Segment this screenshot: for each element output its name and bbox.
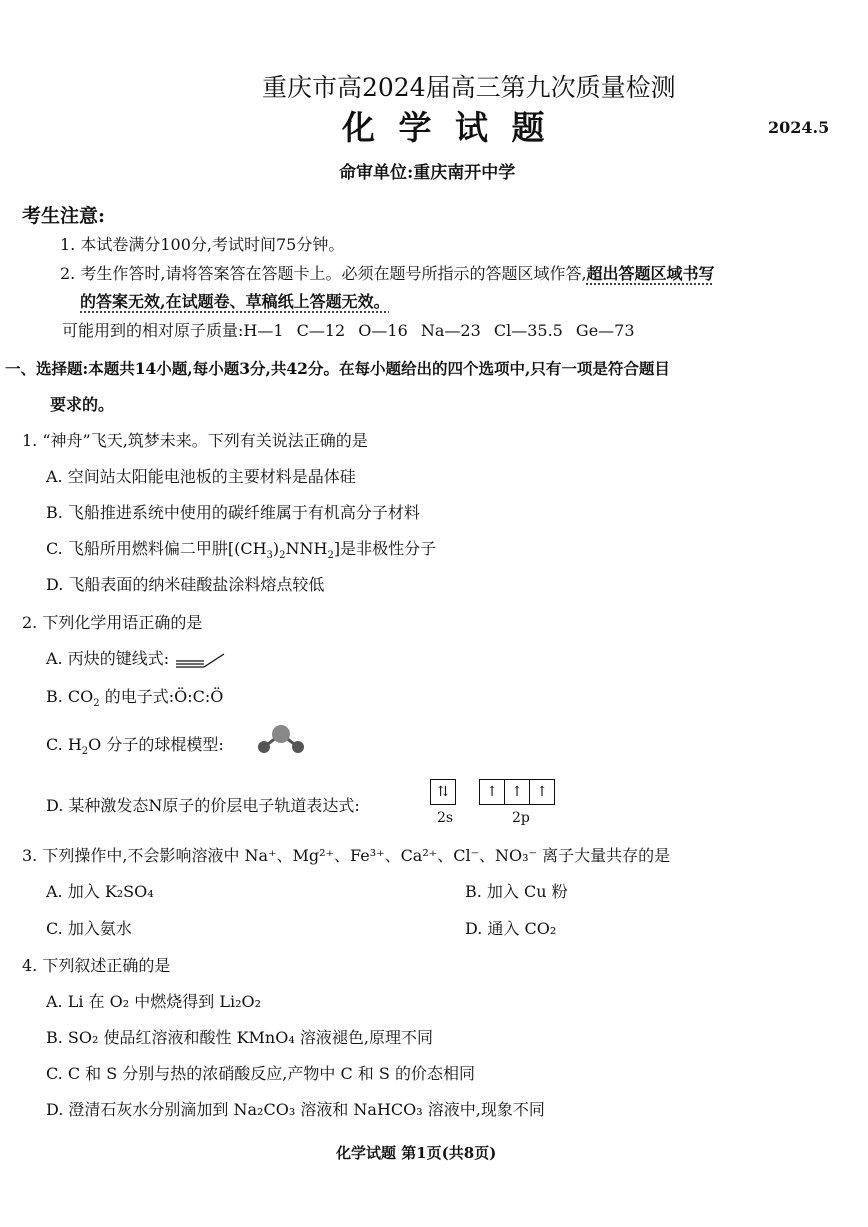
q2-stem: 2. 下列化学用语正确的是 xyxy=(22,613,203,632)
notice-item-1: 1. 本试卷满分100分,考试时间75分钟。 xyxy=(60,235,345,254)
q3-option-c: C. 加入氨水 xyxy=(46,919,132,938)
q2-option-a xyxy=(46,646,226,669)
co2-electron-formula: Ö:C:Ö xyxy=(174,687,224,706)
q2-c-text-1: C. H xyxy=(46,735,82,754)
q3-stem xyxy=(22,843,670,866)
q1-stem: 1. “神舟”飞天,筑梦未来。下列有关说法正确的是 xyxy=(22,431,368,450)
q1-c-text-1: C. 飞船所用燃料偏二甲肼[(CH xyxy=(46,539,267,558)
q3-ions: ⁺、Mg²⁺、Fe³⁺、Ca²⁺、Cl⁻、NO₃⁻ xyxy=(268,846,537,865)
notice-item-2-text: 2. 考生作答时,请将答案答在答题卡上。必须在题号所指示的答题区域作答, xyxy=(60,264,587,283)
q2-option-c xyxy=(46,732,224,757)
setter-unit: 命审单位:重庆南开中学 xyxy=(339,163,516,183)
notice-item-2 xyxy=(60,261,715,284)
q1-option-b: B. 飞船推进系统中使用的碳纤维属于有机高分子材料 xyxy=(46,503,420,522)
q2-c-sub: 2 xyxy=(81,746,89,758)
q1-c-sub-2: 2 xyxy=(279,550,286,562)
orbital-2p-electron-1: ↑ xyxy=(486,784,498,800)
q3-option-b: B. 加入 Cu 粉 xyxy=(465,882,568,901)
q2-a-text: A. 丙炔的键线式: xyxy=(46,649,170,668)
h2o-ball-stick-model xyxy=(252,722,312,756)
q4-stem: 4. 下列叙述正确的是 xyxy=(22,956,171,975)
q1-option-a: A. 空间站太阳能电池板的主要材料是晶体硅 xyxy=(46,467,356,486)
q2-b-sub: 2 xyxy=(93,698,100,710)
page-footer: 化学试题 第1页(共8页) xyxy=(336,1144,497,1162)
q1-c-text-2: ) xyxy=(272,539,280,558)
exam-date: 2024.5 xyxy=(768,118,830,137)
q3-option-d: D. 通入 CO₂ xyxy=(465,919,557,938)
q3-stem-text-2: 离子大量共存的是 xyxy=(537,846,671,865)
orbital-2p-label: 2p xyxy=(512,810,530,826)
q1-c-text-3: NNH xyxy=(285,539,328,558)
orbital-2s-electrons: ⇅ xyxy=(437,784,449,800)
q2-c-text-2: O 分子的球棍模型: xyxy=(88,735,224,754)
section-1-heading: 一、选择题:本题共14小题,每小题3分,共42分。在每小题给出的四个选项中,只有一项是符合题目 xyxy=(5,359,670,378)
notice-emphasis-1: 超出答题区域书写 xyxy=(586,264,715,283)
orbital-2p-electron-3: ↑ xyxy=(529,780,554,804)
notice-heading: 考生注意: xyxy=(22,205,106,227)
q1-option-c xyxy=(46,536,436,561)
orbital-2p-electron-2: ↑ xyxy=(504,780,529,804)
orbital-2s-label: 2s xyxy=(437,810,454,826)
exam-title: 重庆市高2024届高三第九次质量检测 xyxy=(262,73,676,102)
q3-option-a: A. 加入 K₂SO₄ xyxy=(46,882,154,901)
orbital-2p-box xyxy=(479,779,555,805)
q2-option-d: D. 某种激发态N原子的价层电子轨道表达式: xyxy=(46,796,360,815)
q2-option-b xyxy=(46,684,223,709)
q1-c-sub-1: 3 xyxy=(266,550,273,562)
q1-option-d: D. 飞船表面的纳米硅酸盐涂料熔点较低 xyxy=(46,575,325,594)
q4-option-d: D. 澄清石灰水分别滴加到 Na₂CO₃ 溶液和 NaHCO₃ 溶液中,现象不同 xyxy=(46,1100,545,1119)
propyne-skeletal-formula xyxy=(174,651,226,669)
q3-stem-text-1: 3. 下列操作中,不会影响溶液中 Na xyxy=(22,846,269,865)
q2-b-text-1: B. CO xyxy=(46,687,94,706)
section-1-heading-cont: 要求的。 xyxy=(50,395,115,414)
q1-c-text-4: ]是非极性分子 xyxy=(333,539,437,558)
q2-b-text-2: 的电子式: xyxy=(99,687,175,706)
q4-option-c: C. C 和 S 分别与热的浓硝酸反应,产物中 C 和 S 的价态相同 xyxy=(46,1064,475,1083)
q4-option-a: A. Li 在 O₂ 中燃烧得到 Li₂O₂ xyxy=(46,992,262,1011)
notice-emphasis-2: 的答案无效,在试题卷、草稿纸上答题无效。 xyxy=(80,292,390,311)
orbital-2s-box xyxy=(430,779,456,805)
atomic-masses: 可能用到的相对原子质量:H—1 C—12 O—16 Na—23 Cl—35.5 Ge—73 xyxy=(62,321,635,340)
q4-option-b: B. SO₂ 使品红溶液和酸性 KMnO₄ 溶液褪色,原理不同 xyxy=(46,1028,433,1047)
subject-title: 化 学 试 题 xyxy=(342,108,551,147)
q1-c-sub-3: 2 xyxy=(327,550,334,562)
